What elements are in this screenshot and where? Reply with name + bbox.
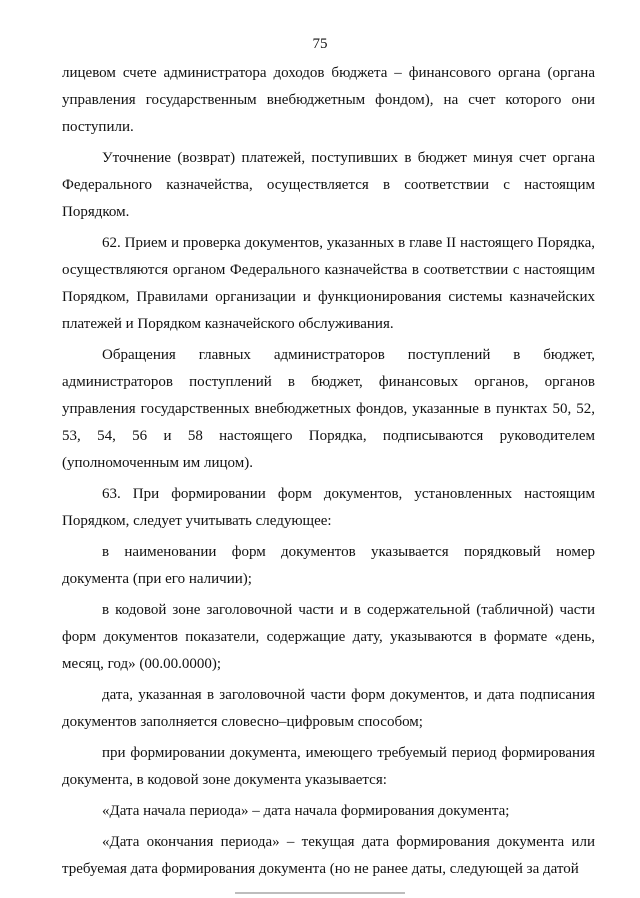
paragraph-item-63: 63. При формировании форм документов, установленных настоящим Порядком, следует учитывать следующее: [62, 486, 595, 529]
bottom-scan-line [235, 892, 405, 894]
paragraph-signing-date: дата, указанная в заголовочной части форм документов, и дата подписания документов заполняется словесно–цифровым способом; [62, 687, 595, 730]
page-number: 75 [312, 36, 328, 52]
paragraph-continued: лицевом счете администратора доходов бюджета – финансового органа (органа управления государственным внебюджетным фондом), на счет которого они поступили. [62, 65, 595, 135]
paragraph-document-number: в наименовании форм документов указывается порядковый номер документа (при его наличии); [62, 544, 595, 587]
document-body [62, 60, 595, 887]
paragraph-period-start: «Дата начала периода» – дата начала формирования документа; [102, 803, 510, 819]
paragraph-refund-clarification: Уточнение (возврат) платежей, поступивших в бюджет минуя счет органа Федерального казначейства, осуществляется в соответствии с настоящим Порядком. [62, 150, 595, 220]
paragraph-period-end: «Дата окончания периода» – текущая дата формирования документа или требуемая дата формирования документа (но не ранее даты, следующей за датой [62, 834, 595, 877]
paragraph-period: при формировании документа, имеющего требуемый период формирования документа, в кодовой зоне документа указывается: [62, 745, 595, 788]
paragraph-date-format: в кодовой зоне заголовочной части и в содержательной (табличной) части форм документов показатели, содержащие дату, указываются в формате «день, месяц, год» (00.00.0000); [62, 602, 595, 672]
paragraph-appeals: Обращения главных администраторов поступлений в бюджет, администраторов поступлений в бюджет, финансовых органов, органов управления государственных внебюджетных фондов, указанные в пунктах 50, 52, 53, 54, 56 и 58 настоящего Порядка, подписываются руководителем (уполномоченным им лицом). [62, 347, 595, 471]
paragraph-item-62: 62. Прием и проверка документов, указанных в главе II настоящего Порядка, осуществляются органом Федерального казначейства в соответствии с настоящим Порядком, Правилами организации и функционирования системы казначейских платежей и Порядком казначейского обслуживания. [62, 235, 595, 332]
